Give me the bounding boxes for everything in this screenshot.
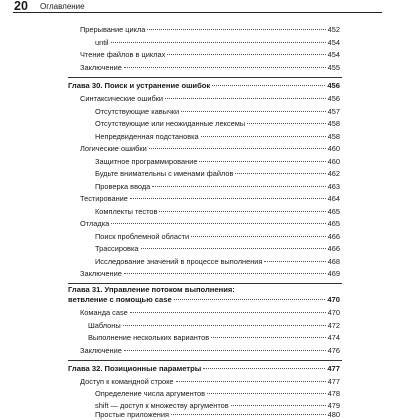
toc-entry: shift — доступ к множеству аргументов 479 <box>95 401 340 410</box>
toc-entry: Проверка ввода 463 <box>95 181 340 191</box>
toc-entry: Шаблоны 472 <box>88 320 340 330</box>
page-number: 20 <box>14 0 28 13</box>
toc-entry: Простые приложения 480 <box>95 410 340 419</box>
chapter-separator <box>68 360 342 361</box>
toc-entry: Прерывание цикла 452 <box>80 25 340 34</box>
toc-entry: Защитное программирование 460 <box>95 156 340 166</box>
toc-entry: Отсутствующие или неожиданные лексемы 458 <box>95 119 340 128</box>
running-title: Оглавление <box>40 2 85 11</box>
toc-entry: Отсутствующие кавычки 457 <box>95 106 340 116</box>
toc-entry: Непредвиденная подстановка 458 <box>95 131 340 141</box>
chapter-title-line: Глава 31. Управление потоком выполнения: <box>68 285 235 294</box>
toc-entry: Заключение 469 <box>80 269 340 278</box>
chapter-entry: ветвление с помощью case 470 <box>68 295 340 304</box>
toc-entry: Заключение 476 <box>80 345 340 355</box>
toc-entry: Исследование значений в процессе выполнения 468 <box>95 256 340 266</box>
toc-entry: Доступ к командной строке 477 <box>80 377 340 386</box>
chapter-separator <box>68 77 342 78</box>
toc-entry: Будьте внимательны с именами файлов 462 <box>95 169 340 178</box>
toc-entry: Отладка 465 <box>80 219 340 228</box>
toc-entry: Поиск проблемной области 466 <box>95 231 340 241</box>
toc-entry: Выполнение нескольких вариантов 474 <box>88 333 340 342</box>
toc-entry: Заключение 455 <box>80 62 340 72</box>
toc-entry: Тестирование 464 <box>80 194 340 203</box>
chapter-entry: Глава 32. Позиционные параметры 477 <box>68 364 340 373</box>
toc-entry: Логические ошибки 460 <box>80 144 340 153</box>
toc-entry: until 454 <box>95 37 340 47</box>
toc-entry: Трассировка 466 <box>95 244 340 253</box>
toc-entry: Команда case 470 <box>80 308 340 317</box>
toc-entry: Комплекты тестов 465 <box>95 206 340 216</box>
toc-entry: Определение числа аргументов 478 <box>95 389 340 398</box>
toc-entry: Синтаксические ошибки 456 <box>80 94 340 103</box>
chapter-separator <box>68 283 342 284</box>
chapter-entry: Глава 30. Поиск и устранение ошибок 456 <box>68 81 340 90</box>
toc-entry: Чтение файлов в циклах 454 <box>80 50 340 59</box>
